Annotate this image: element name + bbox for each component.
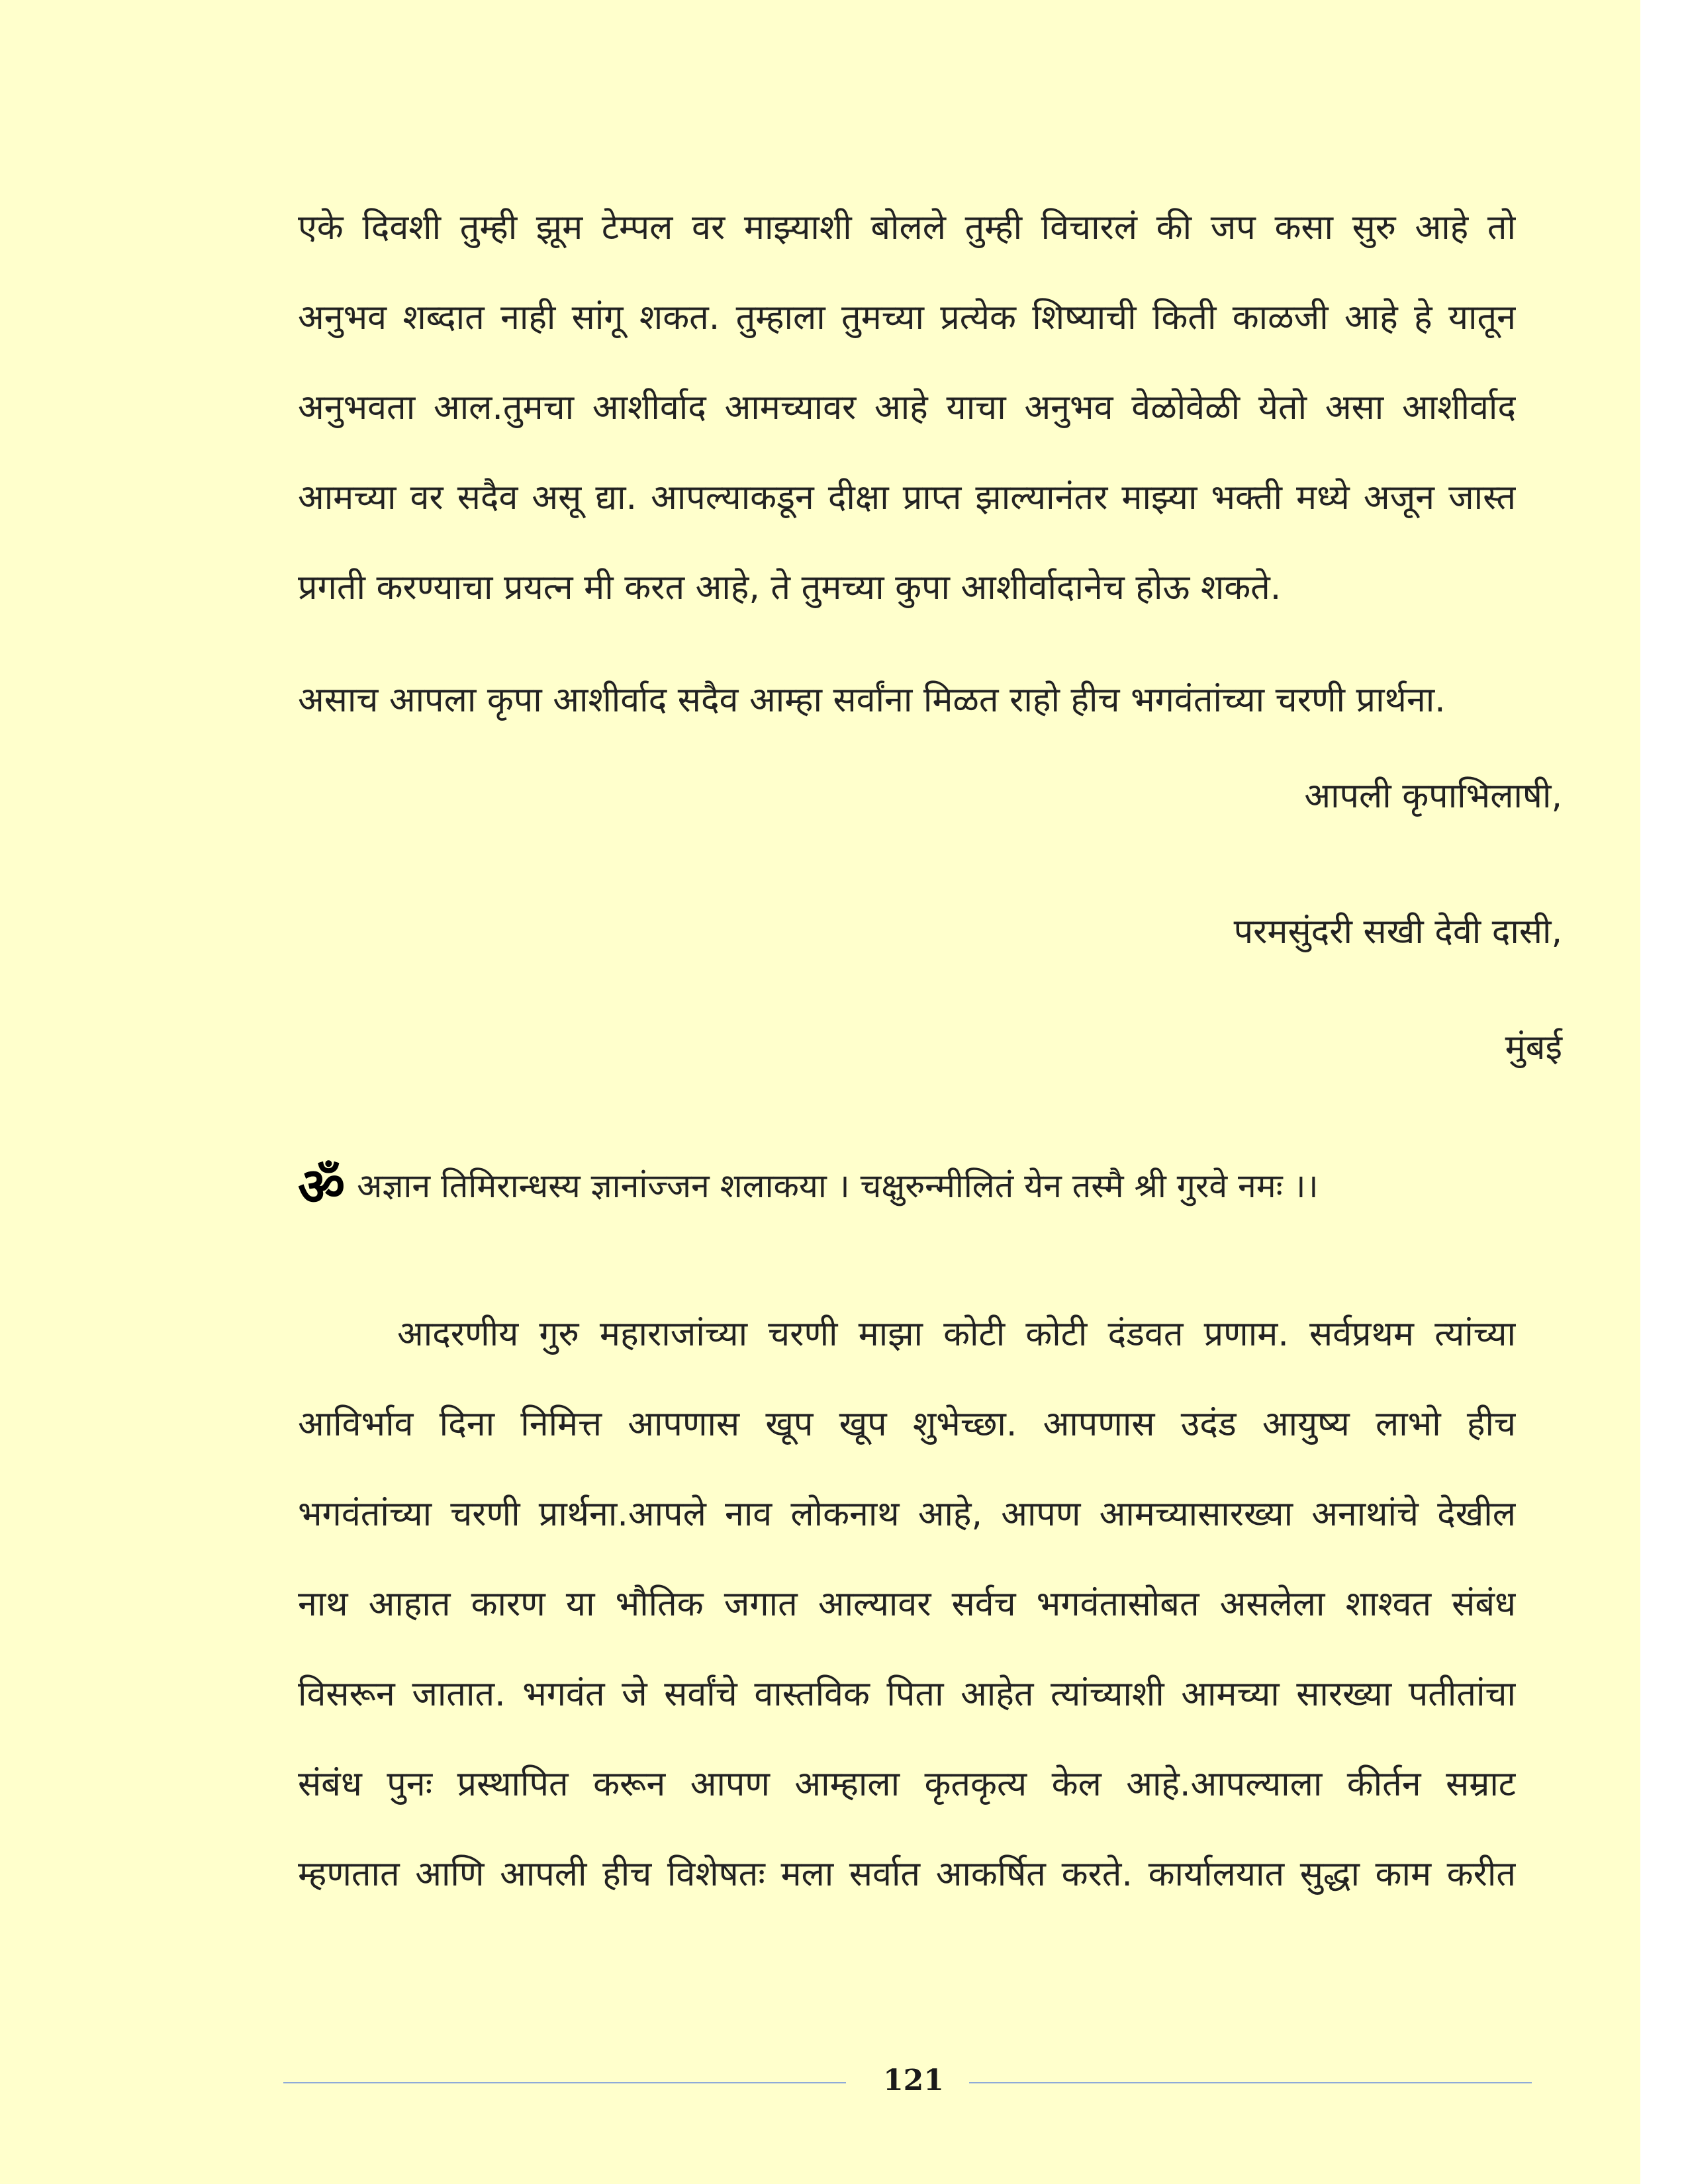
paragraph-3-line: म्हणतात आणि आपली हीच विशेषतः मला सर्वात आकर्षित करते. कार्यालयात सुद्धा काम करीत xyxy=(298,1854,1516,1894)
footer-rule-left xyxy=(283,2082,846,2083)
paragraph-3-line: भगवंतांच्या चरणी प्रार्थना.आपले नाव लोकनाथ आहे, आपण आमच्यासारख्या अनाथांचे देखील xyxy=(298,1494,1516,1534)
paragraph-1-line: आमच्या वर सदैव असू द्या. आपल्याकडून दीक्षा प्राप्त झाल्यानंतर माझ्या भक्ती मध्ये अजून जास्त xyxy=(298,478,1516,518)
paragraph-3-line: आविर्भाव दिना निमित्त आपणास खूप खूप शुभेच्छा. आपणास उदंड आयुष्य लाभो हीच xyxy=(298,1404,1516,1444)
paragraph-3-line: संबंध पुनः प्रस्थापित करून आपण आम्हाला कृतकृत्य केल आहे.आपल्याला कीर्तन सम्राट xyxy=(298,1764,1516,1804)
paragraph-1-line: प्रगती करण्याचा प्रयत्न मी करत आहे, ते तुमच्या कुपा आशीर्वादानेच होऊ शकते. xyxy=(298,568,1282,608)
signature-city: मुंबई xyxy=(1505,1028,1562,1068)
paragraph-3-line: नाथ आहात कारण या भौतिक जगात आल्यावर सर्वच भगवंतासोबत असलेला शाश्वत संबंध xyxy=(298,1584,1516,1624)
paragraph-3-line: आदरणीय गुरु महाराजांच्या चरणी माझा कोटी कोटी दंडवत प्रणाम. सर्वप्रथम त्यांच्या xyxy=(397,1314,1516,1354)
page-margin xyxy=(1640,0,1688,2184)
paragraph-3 xyxy=(298,1289,1516,1919)
footer-rule-right xyxy=(969,2082,1532,2083)
signature-name: परमसुंदरी सखी देवी दासी, xyxy=(1233,912,1562,952)
paragraph-1-line: एके दिवशी तुम्ही झूम टेम्पल वर माझ्याशी बोलले तुम्ही विचारलं की जप कसा सुरु आहे तो xyxy=(298,208,1516,248)
paragraph-1-line: अनुभवता आल.तुमचा आशीर्वाद आमच्यावर आहे याचा अनुभव वेळोवेळी येतो असा आशीर्वाद xyxy=(298,388,1516,428)
paragraph-1 xyxy=(298,183,1516,633)
paragraph-3-first-line xyxy=(298,1289,1516,1379)
page-number: 121 xyxy=(883,2064,944,2097)
signature-closing: आपली कृपाभिलाषी, xyxy=(1304,776,1562,816)
guru-mantra xyxy=(298,1155,1319,1217)
paragraph-2 xyxy=(298,655,1516,745)
paragraph-1-line: अनुभव शब्दात नाही सांगू शकत. तुम्हाला तुमच्या प्रत्येक शिष्याची किती काळजी आहे हे यातून xyxy=(298,298,1516,338)
om-symbol: ॐ xyxy=(298,1158,346,1217)
paragraph-2-line: असाच आपला कृपा आशीर्वाद सदैव आम्हा सर्वांना मिळत राहो हीच भगवंतांच्या चरणी प्रार्थना. xyxy=(298,680,1446,720)
mantra-text: अज्ञान तिमिरान्धस्य ज्ञानांज्जन शलाकया । चक्षुरुन्मीलितं येन तस्मै श्री गुरवे नमः ।। xyxy=(357,1167,1319,1205)
paragraph-3-line: विसरून जातात. भगवंत जे सर्वांचे वास्तविक पिता आहेत त्यांच्याशी आमच्या सारख्या पतीतांचा xyxy=(298,1674,1516,1714)
